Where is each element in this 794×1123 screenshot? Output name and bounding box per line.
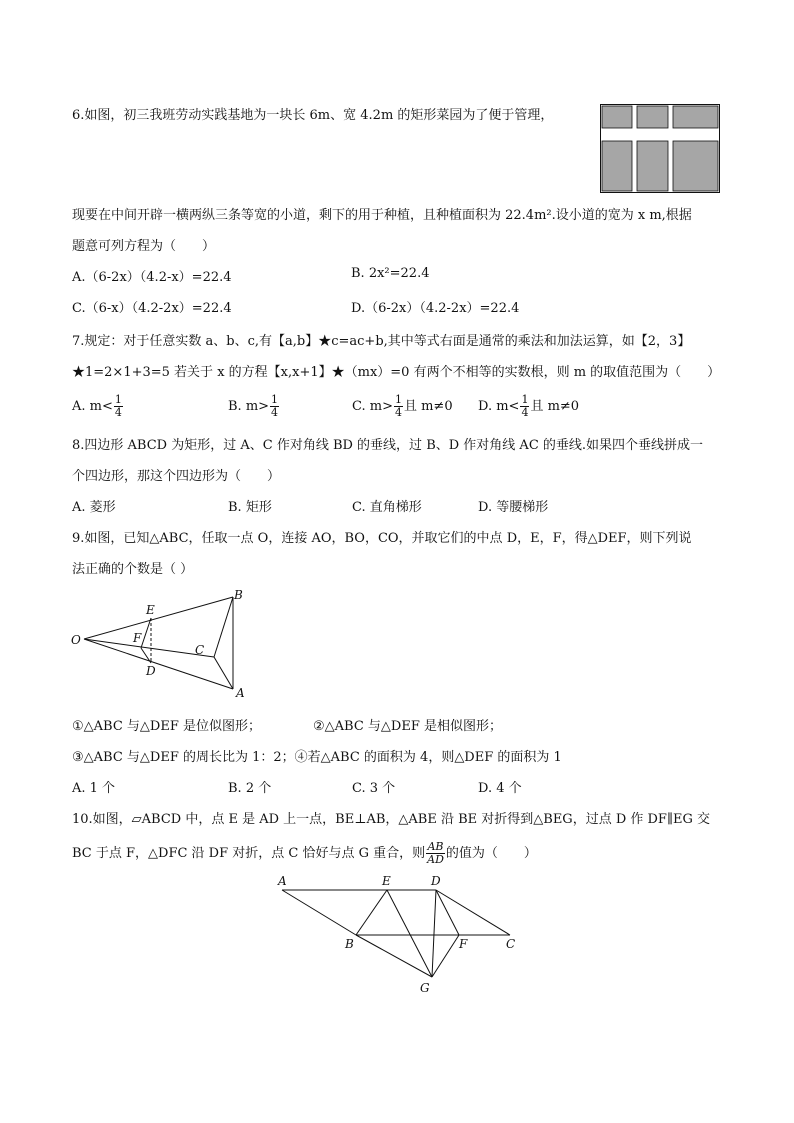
label-c: C bbox=[195, 643, 205, 657]
label-d: D bbox=[431, 874, 441, 888]
q6-option-d: D.（6-2x）（4.2-2x）=22.4 bbox=[351, 301, 520, 316]
q9-option-a: A. 1 个 bbox=[72, 781, 116, 796]
fraction-denominator: 4 bbox=[271, 406, 279, 419]
label-c: C bbox=[506, 937, 516, 951]
label-a: A bbox=[278, 874, 287, 888]
fraction-ab-ad bbox=[426, 841, 445, 866]
q6-text-line3: 题意可列方程为（ ） bbox=[72, 239, 216, 254]
fraction-numerator: 1 bbox=[521, 393, 529, 406]
q10-text-line2-head: BC 于点 F，△DFC 沿 DF 对折，点 C 恰好与点 G 重合，则 bbox=[72, 846, 426, 861]
q8-option-a: A. 菱形 bbox=[72, 500, 116, 515]
q9-text-line1: 9.如图，已知△ABC，任取一点 O，连接 AO，BO，CO，并取它们的中点 D，E，F，得△DEF，则下列说 bbox=[72, 531, 692, 546]
q7-text-line1: 7.规定：对于任意实数 a、b、c,有【a,b】★c=ac+b,其中等式右面是通常的乘法和加法运算，如【2，3】 bbox=[72, 334, 691, 349]
q7-option-a bbox=[72, 394, 124, 419]
q10-text-line1: 10.如图，▱ABCD 中，点 E 是 AD 上一点，BE⊥AB，△ABE 沿 BE 对折得到△BEG，过点 D 作 DF∥EG 交 bbox=[72, 812, 710, 827]
fraction bbox=[394, 394, 403, 419]
label-f: F bbox=[133, 631, 142, 645]
q8-option-c: C. 直角梯形 bbox=[352, 500, 422, 515]
fraction bbox=[270, 394, 279, 419]
q8-text-line2: 个四边形，那这个四边形为（ ） bbox=[72, 469, 281, 484]
q9-statement-2: ②△ABC 与△DEF 是相似图形； bbox=[313, 719, 502, 734]
q6-option-b: B. 2x²=22.4 bbox=[351, 266, 430, 281]
q6-text-line2: 现要在中间开辟一横两纵三条等宽的小道，剩下的用于种植，且种植面积为 22.4m².设小道的宽为 x m,根据 bbox=[72, 208, 692, 223]
fraction-numerator: 1 bbox=[114, 393, 122, 406]
fraction-denominator: 4 bbox=[521, 406, 529, 419]
q9-option-d: D. 4 个 bbox=[478, 781, 522, 796]
q7-option-b bbox=[228, 394, 280, 419]
q7-option-d bbox=[478, 394, 579, 419]
q7-text-line2: ★1=2×1+3=5 若关于 x 的方程【x,x+1】★（mx）=0 有两个不相等的实数根，则 m 的取值范围为（ ） bbox=[72, 365, 721, 380]
q6-option-c: C.（6-x）（4.2-2x）=22.4 bbox=[72, 301, 232, 316]
q8-option-d: D. 等腰梯形 bbox=[478, 500, 549, 515]
label-e: E bbox=[146, 603, 155, 617]
label-g: G bbox=[420, 981, 430, 995]
q10-text-line2-tail: 的值为（ ） bbox=[445, 846, 537, 861]
triangle-homothety-figure bbox=[66, 585, 256, 700]
fraction bbox=[114, 394, 123, 419]
label-f: F bbox=[459, 937, 468, 951]
fraction bbox=[520, 394, 529, 419]
q7-option-d-label: D. m< bbox=[478, 399, 520, 414]
fraction-denominator: AD bbox=[427, 853, 444, 866]
q9-option-b: B. 2 个 bbox=[228, 781, 272, 796]
q6-text-line1: 6.如图，初三我班劳动实践基地为一块长 6m、宽 4.2m 的矩形菜园为了便于管理， bbox=[72, 108, 554, 123]
label-e: E bbox=[382, 874, 391, 888]
q9-statement-3-4: ③△ABC 与△DEF 的周长比为 1：2；④若△ABC 的面积为 4，则△DEF 的面积为 1 bbox=[72, 750, 562, 765]
q9-statement-1: ①△ABC 与△DEF 是位似图形； bbox=[72, 719, 261, 734]
q7-option-c bbox=[352, 394, 453, 419]
fraction-denominator: 4 bbox=[114, 406, 122, 419]
label-d: D bbox=[146, 664, 156, 678]
label-b: B bbox=[345, 937, 354, 951]
q7-option-c-label: C. m> bbox=[352, 399, 393, 414]
q9-option-c: C. 3 个 bbox=[352, 781, 396, 796]
parallelogram-fold-figure bbox=[272, 870, 522, 1000]
label-b: B bbox=[234, 588, 243, 602]
q7-option-d-tail: 且 m≠0 bbox=[530, 399, 580, 414]
q9-text-line2: 法正确的个数是（ ） bbox=[72, 562, 194, 577]
garden-figure bbox=[600, 104, 720, 193]
q7-option-c-tail: 且 m≠0 bbox=[403, 399, 453, 414]
q10-text-line2 bbox=[72, 841, 537, 866]
q6-option-a: A.（6-2x）（4.2-x）=22.4 bbox=[72, 270, 232, 285]
fraction-denominator: 4 bbox=[394, 406, 402, 419]
label-o: O bbox=[71, 633, 81, 647]
q7-option-b-label: B. m> bbox=[228, 399, 270, 414]
q7-option-a-label: A. m< bbox=[72, 399, 113, 414]
fraction-numerator: AB bbox=[427, 840, 444, 853]
q8-text-line1: 8.四边形 ABCD 为矩形，过 A、C 作对角线 BD 的垂线，过 B、D 作对角线 AC 的垂线.如果四个垂线拼成一 bbox=[72, 438, 704, 453]
label-a: A bbox=[236, 686, 245, 700]
fraction-numerator: 1 bbox=[271, 393, 279, 406]
q8-option-b: B. 矩形 bbox=[228, 500, 272, 515]
fraction-numerator: 1 bbox=[394, 393, 402, 406]
